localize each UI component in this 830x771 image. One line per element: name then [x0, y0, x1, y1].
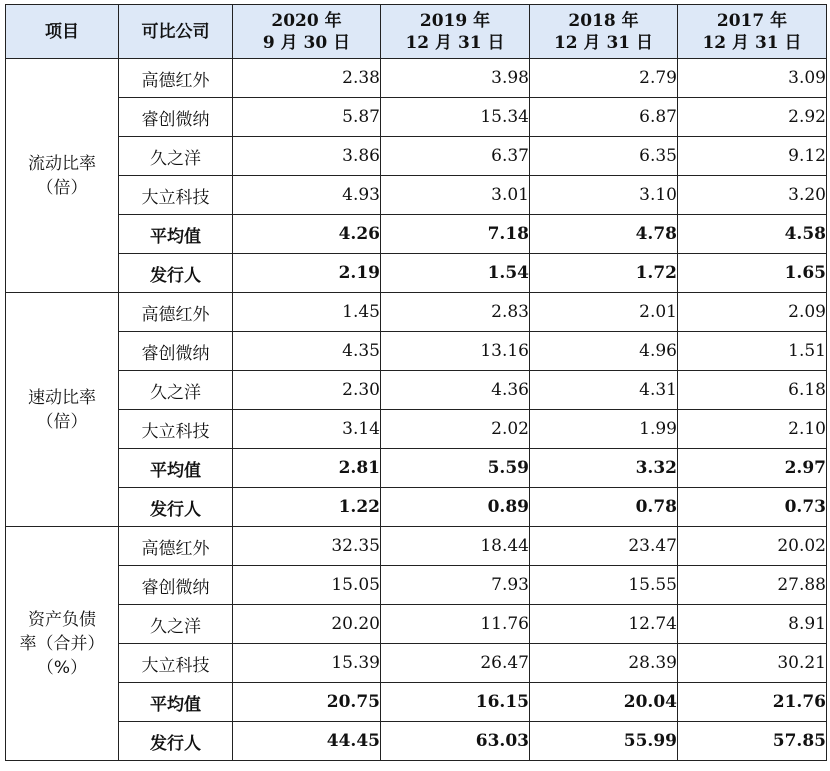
table-row: [6, 644, 827, 683]
value-cell: 16.15: [381, 683, 530, 722]
value-cell: 15.05: [233, 566, 381, 605]
value-cell: 6.18: [678, 371, 827, 410]
header-row: [6, 5, 827, 59]
company-name: 高德红外: [119, 59, 233, 98]
header-period-2019-12-31: [381, 5, 530, 59]
company-name: 久之洋: [119, 137, 233, 176]
header-period-line2: 12 月 31 日: [702, 32, 802, 53]
metric-label-line: （%）: [36, 657, 88, 678]
value-cell: 4.96: [530, 332, 678, 371]
value-cell: 2.19: [233, 254, 381, 293]
value-cell: 32.35: [233, 527, 381, 566]
value-cell: 55.99: [530, 722, 678, 761]
value-cell: 20.04: [530, 683, 678, 722]
value-cell: 1.99: [530, 410, 678, 449]
value-cell: 1.65: [678, 254, 827, 293]
summary-label: 发行人: [119, 488, 233, 527]
metric-label-line: 流动比率: [28, 153, 96, 174]
header-period-line1: 2020 年: [271, 10, 342, 31]
financial-ratio-table: [5, 4, 827, 761]
value-cell: 1.22: [233, 488, 381, 527]
value-cell: 2.02: [381, 410, 530, 449]
table-body: [6, 59, 827, 761]
table-row: [6, 410, 827, 449]
value-cell: 21.76: [678, 683, 827, 722]
value-cell: 28.39: [530, 644, 678, 683]
summary-label: 发行人: [119, 722, 233, 761]
header-item: 项目: [6, 5, 119, 59]
table-row: [6, 59, 827, 98]
value-cell: 1.54: [381, 254, 530, 293]
value-cell: 13.16: [381, 332, 530, 371]
value-cell: 63.03: [381, 722, 530, 761]
value-cell: 4.35: [233, 332, 381, 371]
value-cell: 9.12: [678, 137, 827, 176]
value-cell: 20.02: [678, 527, 827, 566]
value-cell: 3.20: [678, 176, 827, 215]
company-name: 高德红外: [119, 293, 233, 332]
value-cell: 2.79: [530, 59, 678, 98]
header-period-line1: 2019 年: [419, 10, 491, 31]
header-period-line2: 12 月 31 日: [553, 32, 654, 53]
value-cell: 2.09: [678, 293, 827, 332]
metric-label-line: 资产负债: [28, 609, 96, 630]
value-cell: 8.91: [678, 605, 827, 644]
value-cell: 3.98: [381, 59, 530, 98]
value-cell: 3.86: [233, 137, 381, 176]
header-period-line1: 2018 年: [568, 10, 639, 31]
table-row: [6, 98, 827, 137]
value-cell: 1.51: [678, 332, 827, 371]
header-period-line1: 2017 年: [716, 10, 788, 31]
company-name: 久之洋: [119, 371, 233, 410]
value-cell: 3.10: [530, 176, 678, 215]
metric-label: [6, 527, 119, 761]
value-cell: 0.89: [381, 488, 530, 527]
value-cell: 1.45: [233, 293, 381, 332]
value-cell: 3.09: [678, 59, 827, 98]
value-cell: 4.93: [233, 176, 381, 215]
value-cell: 57.85: [678, 722, 827, 761]
summary-label: 平均值: [119, 215, 233, 254]
header-company: 可比公司: [119, 5, 233, 59]
table-row: [6, 488, 827, 527]
value-cell: 2.97: [678, 449, 827, 488]
value-cell: 2.83: [381, 293, 530, 332]
value-cell: 5.87: [233, 98, 381, 137]
value-cell: 4.78: [530, 215, 678, 254]
value-cell: 0.78: [530, 488, 678, 527]
company-name: 睿创微纳: [119, 98, 233, 137]
table-row: [6, 371, 827, 410]
table-row: [6, 293, 827, 332]
metric-label-line: 速动比率: [28, 387, 96, 408]
value-cell: 6.35: [530, 137, 678, 176]
company-name: 大立科技: [119, 410, 233, 449]
table-row: [6, 176, 827, 215]
table-row: [6, 254, 827, 293]
value-cell: 4.36: [381, 371, 530, 410]
value-cell: 2.01: [530, 293, 678, 332]
company-name: 睿创微纳: [119, 332, 233, 371]
header-period-2020-09-30: [233, 5, 381, 59]
metric-label-line: （倍）: [36, 177, 88, 198]
header-period-2018-12-31: [530, 5, 678, 59]
summary-label: 平均值: [119, 683, 233, 722]
value-cell: 4.58: [678, 215, 827, 254]
value-cell: 2.30: [233, 371, 381, 410]
company-name: 大立科技: [119, 644, 233, 683]
value-cell: 3.01: [381, 176, 530, 215]
company-name: 大立科技: [119, 176, 233, 215]
value-cell: 20.75: [233, 683, 381, 722]
value-cell: 11.76: [381, 605, 530, 644]
value-cell: 2.81: [233, 449, 381, 488]
value-cell: 23.47: [530, 527, 678, 566]
value-cell: 3.32: [530, 449, 678, 488]
table-row: [6, 566, 827, 605]
table-row: [6, 137, 827, 176]
table-row: [6, 449, 827, 488]
table-row: [6, 215, 827, 254]
value-cell: 3.14: [233, 410, 381, 449]
value-cell: 44.45: [233, 722, 381, 761]
value-cell: 15.39: [233, 644, 381, 683]
value-cell: 27.88: [678, 566, 827, 605]
header-period-line2: 12 月 31 日: [405, 32, 505, 53]
value-cell: 7.93: [381, 566, 530, 605]
value-cell: 6.87: [530, 98, 678, 137]
value-cell: 18.44: [381, 527, 530, 566]
value-cell: 2.92: [678, 98, 827, 137]
value-cell: 1.72: [530, 254, 678, 293]
value-cell: 4.31: [530, 371, 678, 410]
metric-label: [6, 293, 119, 527]
header-period-line2: 9 月 30 日: [262, 32, 351, 53]
company-name: 睿创微纳: [119, 566, 233, 605]
table-row: [6, 683, 827, 722]
value-cell: 15.34: [381, 98, 530, 137]
value-cell: 6.37: [381, 137, 530, 176]
value-cell: 12.74: [530, 605, 678, 644]
table-row: [6, 527, 827, 566]
table-row: [6, 332, 827, 371]
value-cell: 7.18: [381, 215, 530, 254]
value-cell: 2.10: [678, 410, 827, 449]
summary-label: 发行人: [119, 254, 233, 293]
value-cell: 20.20: [233, 605, 381, 644]
value-cell: 4.26: [233, 215, 381, 254]
value-cell: 2.38: [233, 59, 381, 98]
table-row: [6, 605, 827, 644]
company-name: 久之洋: [119, 605, 233, 644]
value-cell: 15.55: [530, 566, 678, 605]
metric-label-line: 率（合并）: [19, 633, 105, 654]
metric-label: [6, 59, 119, 293]
header-period-2017-12-31: [678, 5, 827, 59]
table-row: [6, 722, 827, 761]
company-name: 高德红外: [119, 527, 233, 566]
value-cell: 26.47: [381, 644, 530, 683]
value-cell: 0.73: [678, 488, 827, 527]
value-cell: 30.21: [678, 644, 827, 683]
metric-label-line: （倍）: [36, 411, 88, 432]
summary-label: 平均值: [119, 449, 233, 488]
value-cell: 5.59: [381, 449, 530, 488]
